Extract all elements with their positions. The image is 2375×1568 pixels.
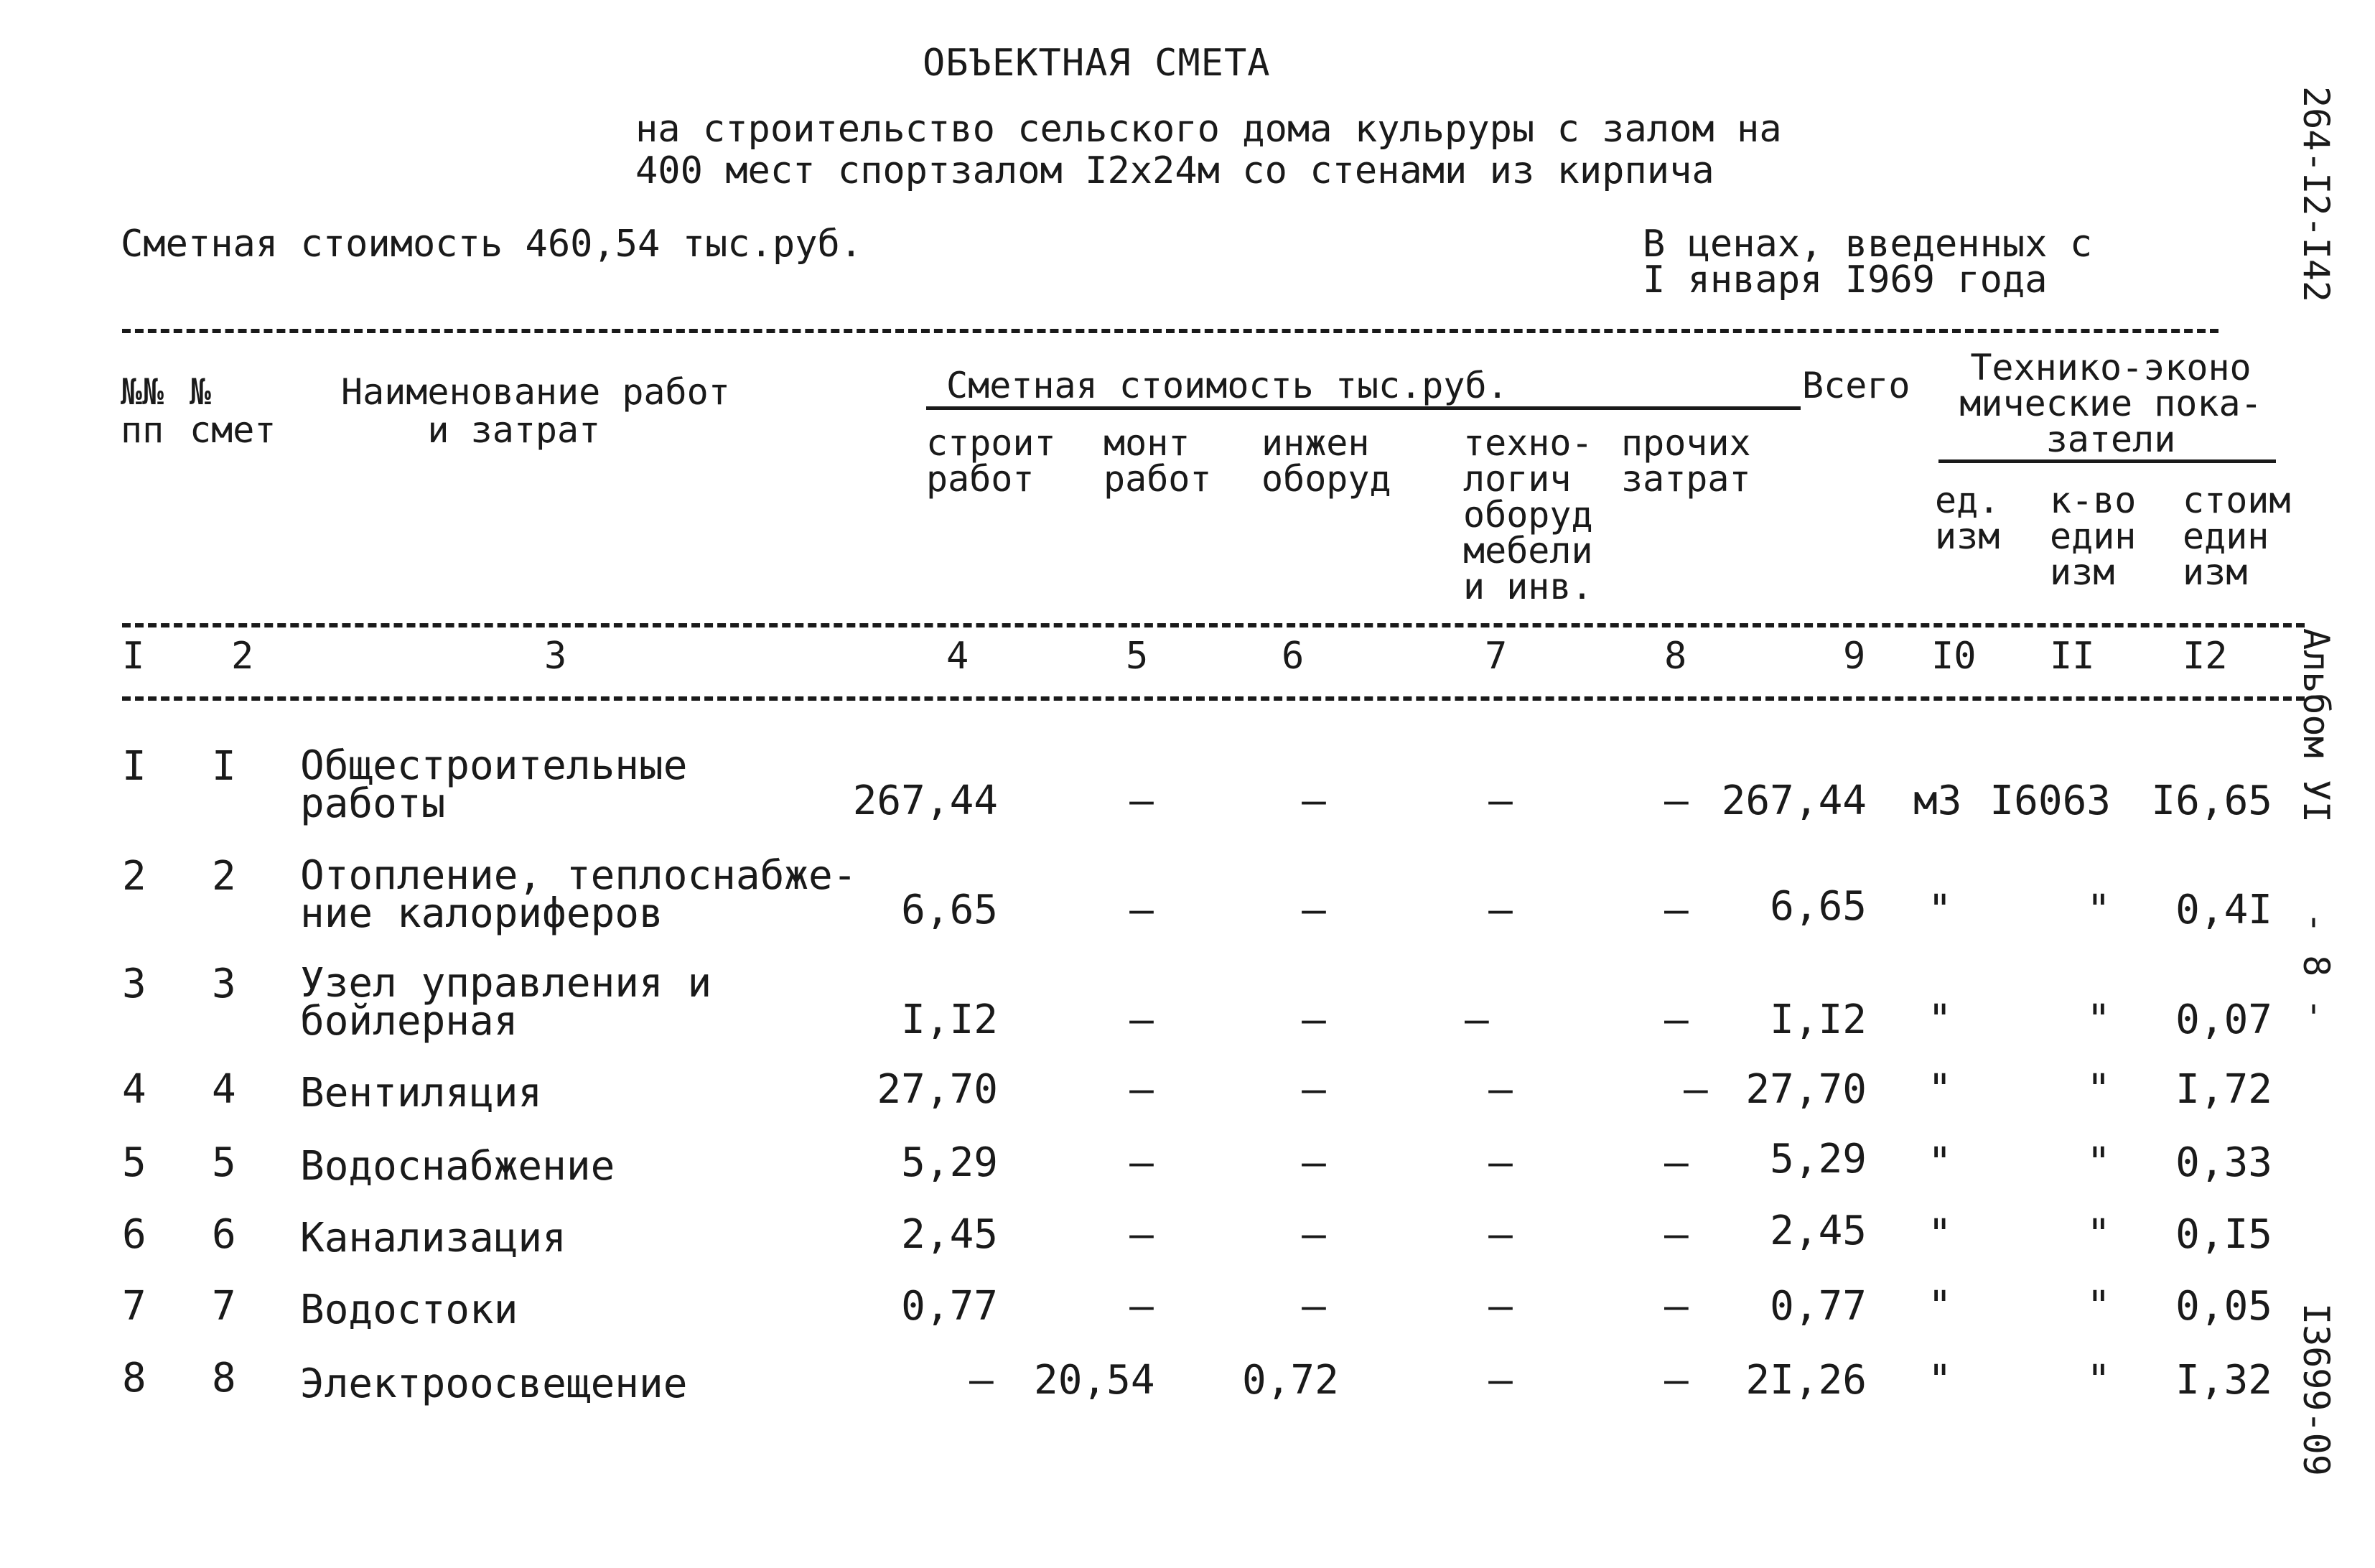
cell-unit-cost: 0,07 — [2175, 997, 2272, 1043]
cell-tech: – — [1488, 887, 1513, 933]
cell-mount: – — [1129, 1283, 1154, 1330]
cell-other: – — [1684, 1066, 1708, 1113]
document-subtitle-line2: 400 мест спортзалом I2x24м со стенами из кирпича — [635, 149, 1714, 192]
cell-build: I,I2 — [901, 997, 998, 1043]
col-header-num-smet: № смет — [190, 371, 276, 451]
cell-unit-cost: 0,33 — [2175, 1139, 2272, 1186]
column-number: I — [122, 635, 145, 678]
cell-total: 2,45 — [1770, 1208, 1867, 1254]
cell-tech: – — [1488, 778, 1513, 824]
column-number: II — [2050, 635, 2095, 678]
column-number: 7 — [1485, 635, 1508, 678]
cell-qty: " — [2086, 1211, 2111, 1258]
col-header-name: Наименование работ и затрат — [341, 371, 730, 451]
cell-num: 7 — [122, 1283, 146, 1330]
column-number: 5 — [1126, 635, 1149, 678]
cell-total: 5,29 — [1770, 1136, 1867, 1182]
cell-unit-cost: I6,65 — [2151, 778, 2272, 824]
margin-code-bottom: I3699-09 — [2295, 1303, 2337, 1476]
cell-build: 0,77 — [901, 1283, 998, 1330]
cell-mount: – — [1129, 997, 1154, 1043]
group-header-tech-econ-2: затели — [2045, 419, 2176, 460]
cell-unit-cost: I,32 — [2175, 1357, 2272, 1404]
group-underline-cost — [926, 406, 1801, 410]
cell-qty: " — [2086, 1357, 2111, 1404]
margin-code-top: 264-I2-I42 — [2295, 86, 2337, 303]
cell-mount: – — [1129, 1211, 1154, 1258]
cell-unit-cost: I,72 — [2175, 1066, 2272, 1113]
cell-qty: " — [2086, 997, 2111, 1043]
cell-total: 267,44 — [1721, 778, 1867, 824]
col-header-unit-cost: стоим един изм — [2183, 480, 2291, 593]
cell-smet: 7 — [212, 1283, 236, 1330]
col-header-tech: техно- логич оборуд мебели и инв. — [1463, 422, 1593, 607]
col-header-build: строит работ — [926, 422, 1056, 500]
cell-smet: I — [212, 743, 236, 790]
cell-other: – — [1664, 887, 1689, 933]
cell-qty: " — [2086, 887, 2111, 933]
cell-name: Общестроительные работы — [300, 742, 688, 828]
cell-unit-cost: 0,I5 — [2175, 1211, 2272, 1258]
cell-tech: – — [1488, 1139, 1513, 1186]
cell-name: Водоснабжение — [300, 1143, 615, 1190]
cell-name: Узел управления и бойлерная — [300, 960, 712, 1045]
cell-unit-cost: 0,05 — [2175, 1283, 2272, 1330]
cell-total: 27,70 — [1745, 1066, 1867, 1113]
cell-tech: – — [1488, 1357, 1513, 1404]
cell-build: 267,44 — [852, 778, 998, 824]
cell-unit: " — [1928, 1139, 1952, 1186]
cell-num: 8 — [122, 1355, 146, 1401]
cell-name: Электроосвещение — [300, 1361, 688, 1407]
header-top-rule — [122, 329, 2218, 333]
cell-other: – — [1664, 1139, 1689, 1186]
cell-engineer: – — [1302, 887, 1326, 933]
cell-num: 3 — [122, 961, 146, 1007]
cell-smet: 6 — [212, 1211, 236, 1258]
cell-other: – — [1664, 778, 1689, 824]
cell-unit: " — [1928, 887, 1952, 933]
cell-num: 5 — [122, 1139, 146, 1186]
cell-build: 5,29 — [901, 1139, 998, 1186]
group-header-estimated-cost: Сметная стоимость тыс.руб. — [946, 365, 1508, 406]
col-header-qty: к-во един изм — [2050, 480, 2137, 593]
cell-total: 0,77 — [1770, 1283, 1867, 1330]
cell-mount: – — [1129, 1139, 1154, 1186]
group-header-tech-econ: Технико-эконо мические пока- — [1959, 347, 2262, 424]
col-header-other: прочих затрат — [1621, 422, 1751, 500]
cell-smet: 2 — [212, 853, 236, 900]
column-number: I0 — [1931, 635, 1977, 678]
document-subtitle-line1: на строительство сельского дома кульруры с залом на — [635, 108, 1782, 151]
cell-other: – — [1664, 1357, 1689, 1404]
prices-note-line2: I января I969 года — [1643, 258, 2048, 302]
col-header-num-pp: №№ пп — [121, 371, 164, 451]
cell-smet: 3 — [212, 961, 236, 1007]
column-number-rule — [122, 696, 2305, 701]
col-header-mount: монт работ — [1103, 422, 1212, 500]
header-bottom-rule — [122, 623, 2305, 627]
cell-qty: " — [2086, 1066, 2111, 1113]
cell-qty: I6063 — [1989, 778, 2111, 824]
cell-total: 6,65 — [1770, 883, 1867, 930]
column-number: I2 — [2183, 635, 2228, 678]
cell-other: – — [1664, 1211, 1689, 1258]
column-number: 4 — [946, 635, 969, 678]
group-underline-tech — [1938, 459, 2276, 463]
column-number: 8 — [1664, 635, 1687, 678]
cell-build: 6,65 — [901, 887, 998, 933]
cell-engineer: – — [1302, 778, 1326, 824]
cell-engineer: – — [1302, 1283, 1326, 1330]
cell-build: 2,45 — [901, 1211, 998, 1258]
estimated-cost: Сметная стоимость 460,54 тыс.руб. — [121, 223, 863, 266]
prices-note-line1: В ценах, введенных с — [1643, 223, 2093, 266]
cell-other: – — [1664, 1283, 1689, 1330]
col-header-engineer: инжен оборуд — [1261, 422, 1391, 500]
cell-tech: – — [1465, 997, 1489, 1043]
cell-engineer: – — [1302, 1139, 1326, 1186]
column-number: 9 — [1843, 635, 1866, 678]
col-header-total: Всего — [1802, 365, 1910, 406]
margin-album: Альбом УI — [2295, 628, 2337, 823]
cell-smet: 8 — [212, 1355, 236, 1401]
cell-unit: " — [1928, 1066, 1952, 1113]
cell-total: I,I2 — [1770, 997, 1867, 1043]
cell-other: – — [1664, 997, 1689, 1043]
cell-build: 27,70 — [877, 1066, 998, 1113]
cell-name: Отопление, теплоснабже- ние калориферов — [300, 852, 857, 938]
cell-name: Водостоки — [300, 1287, 518, 1333]
cell-name: Вентиляция — [300, 1070, 543, 1116]
cell-unit: " — [1928, 1211, 1952, 1258]
cell-unit: " — [1928, 997, 1952, 1043]
column-number: 3 — [544, 635, 567, 678]
cell-engineer: – — [1302, 1211, 1326, 1258]
cell-engineer: – — [1302, 1066, 1326, 1113]
cell-smet: 4 — [212, 1066, 236, 1113]
cell-num: 2 — [122, 853, 146, 900]
cell-num: 6 — [122, 1211, 146, 1258]
cell-build: – — [969, 1357, 994, 1404]
cell-name: Канализация — [300, 1215, 566, 1261]
cell-mount: – — [1129, 778, 1154, 824]
cell-qty: " — [2086, 1283, 2111, 1330]
cell-mount: – — [1129, 1066, 1154, 1113]
margin-page-number: - 8 - — [2295, 912, 2337, 1020]
cell-unit: " — [1928, 1283, 1952, 1330]
document-title: ОБЪЕКТНАЯ СМЕТА — [923, 42, 1271, 85]
cell-tech: – — [1488, 1283, 1513, 1330]
cell-smet: 5 — [212, 1139, 236, 1186]
cell-mount: 20,54 — [1034, 1357, 1155, 1404]
cell-tech: – — [1488, 1066, 1513, 1113]
column-number: 6 — [1282, 635, 1305, 678]
cell-num: I — [122, 743, 146, 790]
cell-num: 4 — [122, 1066, 146, 1113]
cell-tech: – — [1488, 1211, 1513, 1258]
cell-unit: м3 — [1913, 778, 1962, 824]
cell-engineer: – — [1302, 997, 1326, 1043]
cell-unit-cost: 0,4I — [2175, 887, 2272, 933]
cell-total: 2I,26 — [1745, 1357, 1867, 1404]
cell-mount: – — [1129, 887, 1154, 933]
cell-unit: " — [1928, 1357, 1952, 1404]
cell-engineer: 0,72 — [1242, 1357, 1339, 1404]
column-number: 2 — [231, 635, 254, 678]
cell-qty: " — [2086, 1139, 2111, 1186]
col-header-unit: ед. изм — [1935, 480, 2000, 557]
